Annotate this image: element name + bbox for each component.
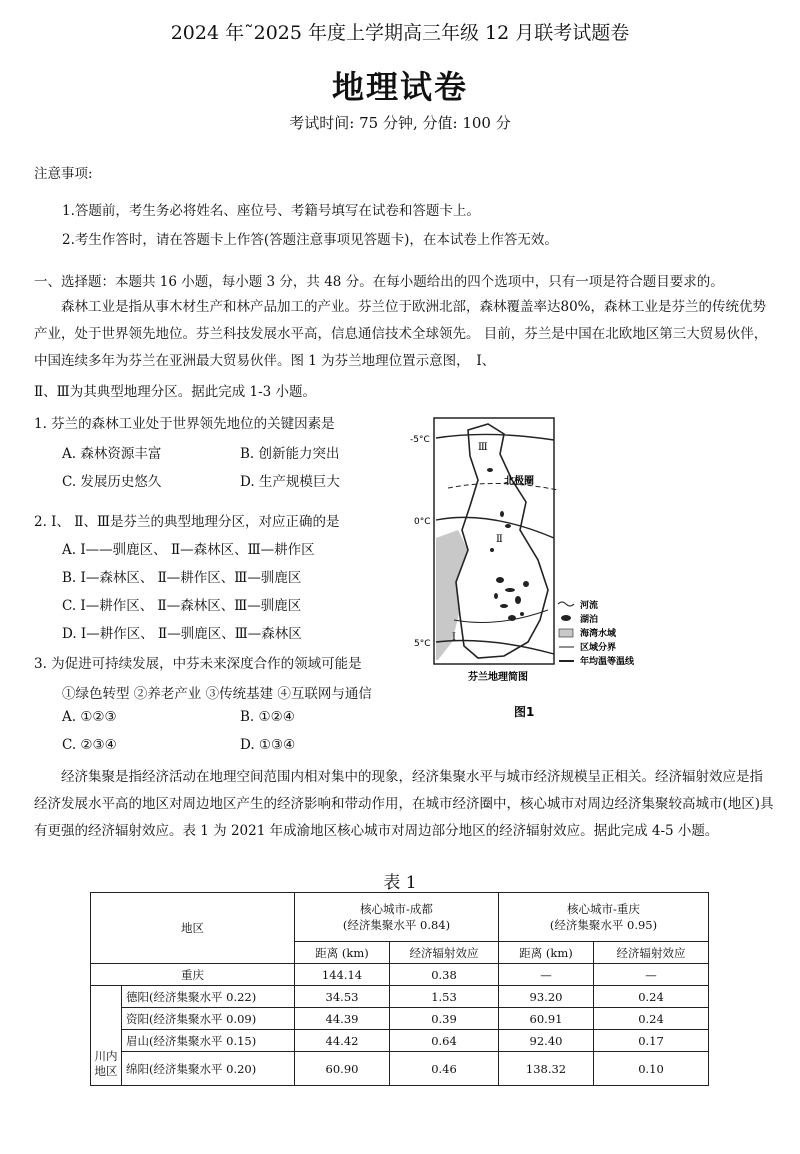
table-row xyxy=(91,1052,709,1086)
note-item-2: 2.考生作答时，请在答题卡上作答(答题注意事项见答题卡)，在本试卷上作答无效。 xyxy=(62,232,558,248)
question-3-option-c: C. ②③④ xyxy=(62,737,117,753)
lakes xyxy=(487,468,529,621)
question-2-option-a: A. Ⅰ——驯鹿区、 Ⅱ—森林区、Ⅲ—耕作区 xyxy=(62,542,315,558)
iso-label-0: 0°C xyxy=(414,517,431,527)
iso-label-5: 5°C xyxy=(414,639,431,649)
region-boundary xyxy=(454,610,548,622)
cell-e2: 0.17 xyxy=(594,1030,709,1052)
group-chengdu-name: 核心城市-成都 xyxy=(360,902,433,916)
row-name: 德阳(经济集聚水平 0.22) xyxy=(122,986,295,1008)
table-row xyxy=(91,986,709,1008)
question-2-stem: 2. Ⅰ、 Ⅱ、Ⅲ是芬兰的典型地理分区，对应正确的是 xyxy=(34,514,340,530)
cell-d2: 60.91 xyxy=(499,1008,594,1030)
table-1-caption: 表 1 xyxy=(383,873,417,893)
map-title: 芬兰地理简图 xyxy=(468,672,528,683)
cell-e2: 0.24 xyxy=(594,986,709,1008)
header-group-chongqing xyxy=(499,893,709,942)
question-2-option-d: D. Ⅰ—耕作区、 Ⅱ—驯鹿区、Ⅲ—森林区 xyxy=(62,626,302,642)
row-name: 绵阳(经济集聚水平 0.20) xyxy=(122,1052,295,1086)
question-2-option-b: B. Ⅰ—森林区、 Ⅱ—耕作区、Ⅲ—驯鹿区 xyxy=(62,570,302,586)
region-label-1: Ⅰ xyxy=(452,632,456,643)
cell-d1: 144.14 xyxy=(295,964,390,986)
map-legend xyxy=(558,599,635,667)
material-chengyu: 经济集聚是指经济活动在地理空间范围内相对集中的现象，经济集聚水平与城市经济规模呈正相关。经济辐射效应是指经济发展水平高的地区对周边地区产生的经济影响和带动作用，在城市经济圈中，核心城市对周边经济集聚较高城市(地区)具有更强的经济辐射效应。表 1 为 2021 年成渝地区核心城市对周边部分地区的经济辐射效应。据此完成 4-5 小题。 xyxy=(34,769,774,839)
iso-label-minus5: -5°C xyxy=(410,435,430,445)
note-item-1: 1.答题前，考生务必将姓名、座位号、考籍号填写在试卷和答题卡上。 xyxy=(62,203,480,219)
cell-d2: 138.32 xyxy=(499,1052,594,1086)
cell-d1: 34.53 xyxy=(295,986,390,1008)
question-1-option-a: A. 森林资源丰富 xyxy=(62,446,162,462)
subheader-effect-2: 经济辐射效应 xyxy=(594,942,709,964)
material-finland-end: Ⅱ、Ⅲ为其典型地理分区。据此完成 1-3 小题。 xyxy=(34,384,317,400)
header-region: 地区 xyxy=(91,893,295,964)
cell-e2: 0.10 xyxy=(594,1052,709,1086)
arctic-circle-label: 北极圈 xyxy=(504,476,534,487)
section-heading: 一、选择题：本题共 16 小题，每小题 3 分，共 48 分。在每小题给出的四个选项中，只有一项是符合题目要求的。 xyxy=(34,274,724,290)
figure-1-caption: 图1 xyxy=(514,705,535,719)
finland-map-svg xyxy=(408,410,670,720)
cell-e1: 0.38 xyxy=(390,964,499,986)
cell-d1: 44.42 xyxy=(295,1030,390,1052)
legend-isotherm: 年均温等温线 xyxy=(580,657,635,667)
cell-e2: — xyxy=(594,964,709,986)
region-label-3: Ⅲ xyxy=(478,442,488,453)
question-1-option-b: B. 创新能力突出 xyxy=(240,446,340,462)
cell-d1: 44.39 xyxy=(295,1008,390,1030)
material-finland: 森林工业是指从事木材生产和林产品加工的产业。芬兰位于欧洲北部，森林覆盖率达80%，森林工业是芬兰的传统优势产业，处于世界领先地位。芬兰科技发展水平高，信息通信技术全球领先。 目前，芬兰是中国在北欧地区第三大贸易伙伴，中国连续多年为芬兰在亚洲最大贸易伙伴。图 1 为芬兰地理位置示意图， Ⅰ、 xyxy=(34,299,768,369)
header-group-chengdu xyxy=(295,893,499,942)
group-chongqing-level: (经济集聚水平 0.95) xyxy=(549,918,658,932)
question-3-option-b: B. ①②④ xyxy=(240,709,295,725)
arctic-circle-line xyxy=(448,483,558,490)
cell-e2: 0.24 xyxy=(594,1008,709,1030)
cell-e1: 1.53 xyxy=(390,986,499,1008)
row-name: 资阳(经济集聚水平 0.09) xyxy=(122,1008,295,1030)
question-3-stem: 3. 为促进可持续发展，中芬未来深度合作的领域可能是 xyxy=(34,656,362,672)
subject-title: 地理试卷 xyxy=(331,68,468,106)
legend-lake-symbol xyxy=(561,615,571,621)
question-3-option-a: A. ①②③ xyxy=(62,709,117,725)
notes-heading: 注意事项: xyxy=(34,166,93,182)
table-1 xyxy=(90,892,709,1086)
legend-river: 河流 xyxy=(580,601,599,611)
exam-title: 2024 年˜2025 年度上学期高三年级 12 月联考试题卷 xyxy=(170,22,630,44)
cell-d2: 92.40 xyxy=(499,1030,594,1052)
subheader-distance-1: 距离 (km) xyxy=(295,942,390,964)
group-chongqing-name: 核心城市-重庆 xyxy=(567,902,640,916)
figure-1-finland-map xyxy=(408,410,670,720)
exam-info: 考试时间: 75 分钟, 分值: 100 分 xyxy=(289,114,511,132)
row-name: 眉山(经济集聚水平 0.15) xyxy=(122,1030,295,1052)
region-label-2: Ⅱ xyxy=(496,534,503,545)
question-2-option-c: C. Ⅰ—耕作区、 Ⅱ—森林区、Ⅲ—驯鹿区 xyxy=(62,598,302,614)
question-1-stem: 1. 芬兰的森林工业处于世界领先地位的关键因素是 xyxy=(34,416,335,432)
legend-boundary: 区域分界 xyxy=(580,643,617,653)
group-label-sichuan: 川内地区 xyxy=(91,986,122,1086)
legend-gulf: 海湾水域 xyxy=(580,629,617,639)
legend-river-symbol xyxy=(558,602,574,606)
cell-d2: — xyxy=(499,964,594,986)
subheader-effect-1: 经济辐射效应 xyxy=(390,942,499,964)
row-name: 重庆 xyxy=(91,964,295,986)
isotherm-minus5 xyxy=(436,434,554,440)
question-3-option-d: D. ①③④ xyxy=(240,737,296,753)
cell-e1: 0.46 xyxy=(390,1052,499,1086)
cell-e1: 0.64 xyxy=(390,1030,499,1052)
table-row xyxy=(91,964,709,986)
question-1-option-d: D. 生产规模巨大 xyxy=(240,474,340,490)
question-1-option-c: C. 发展历史悠久 xyxy=(62,474,162,490)
subheader-distance-2: 距离 (km) xyxy=(499,942,594,964)
table-row xyxy=(91,1008,709,1030)
cell-d2: 93.20 xyxy=(499,986,594,1008)
group-chengdu-level: (经济集聚水平 0.84) xyxy=(342,918,451,932)
cell-e1: 0.39 xyxy=(390,1008,499,1030)
legend-gulf-symbol xyxy=(559,629,573,637)
question-3-options-line: ①绿色转型 ②养老产业 ③传统基建 ④互联网与通信 xyxy=(62,686,372,702)
cell-d1: 60.90 xyxy=(295,1052,390,1086)
legend-lake: 湖泊 xyxy=(580,615,599,625)
table-row xyxy=(91,1030,709,1052)
table-header-row xyxy=(91,893,709,942)
